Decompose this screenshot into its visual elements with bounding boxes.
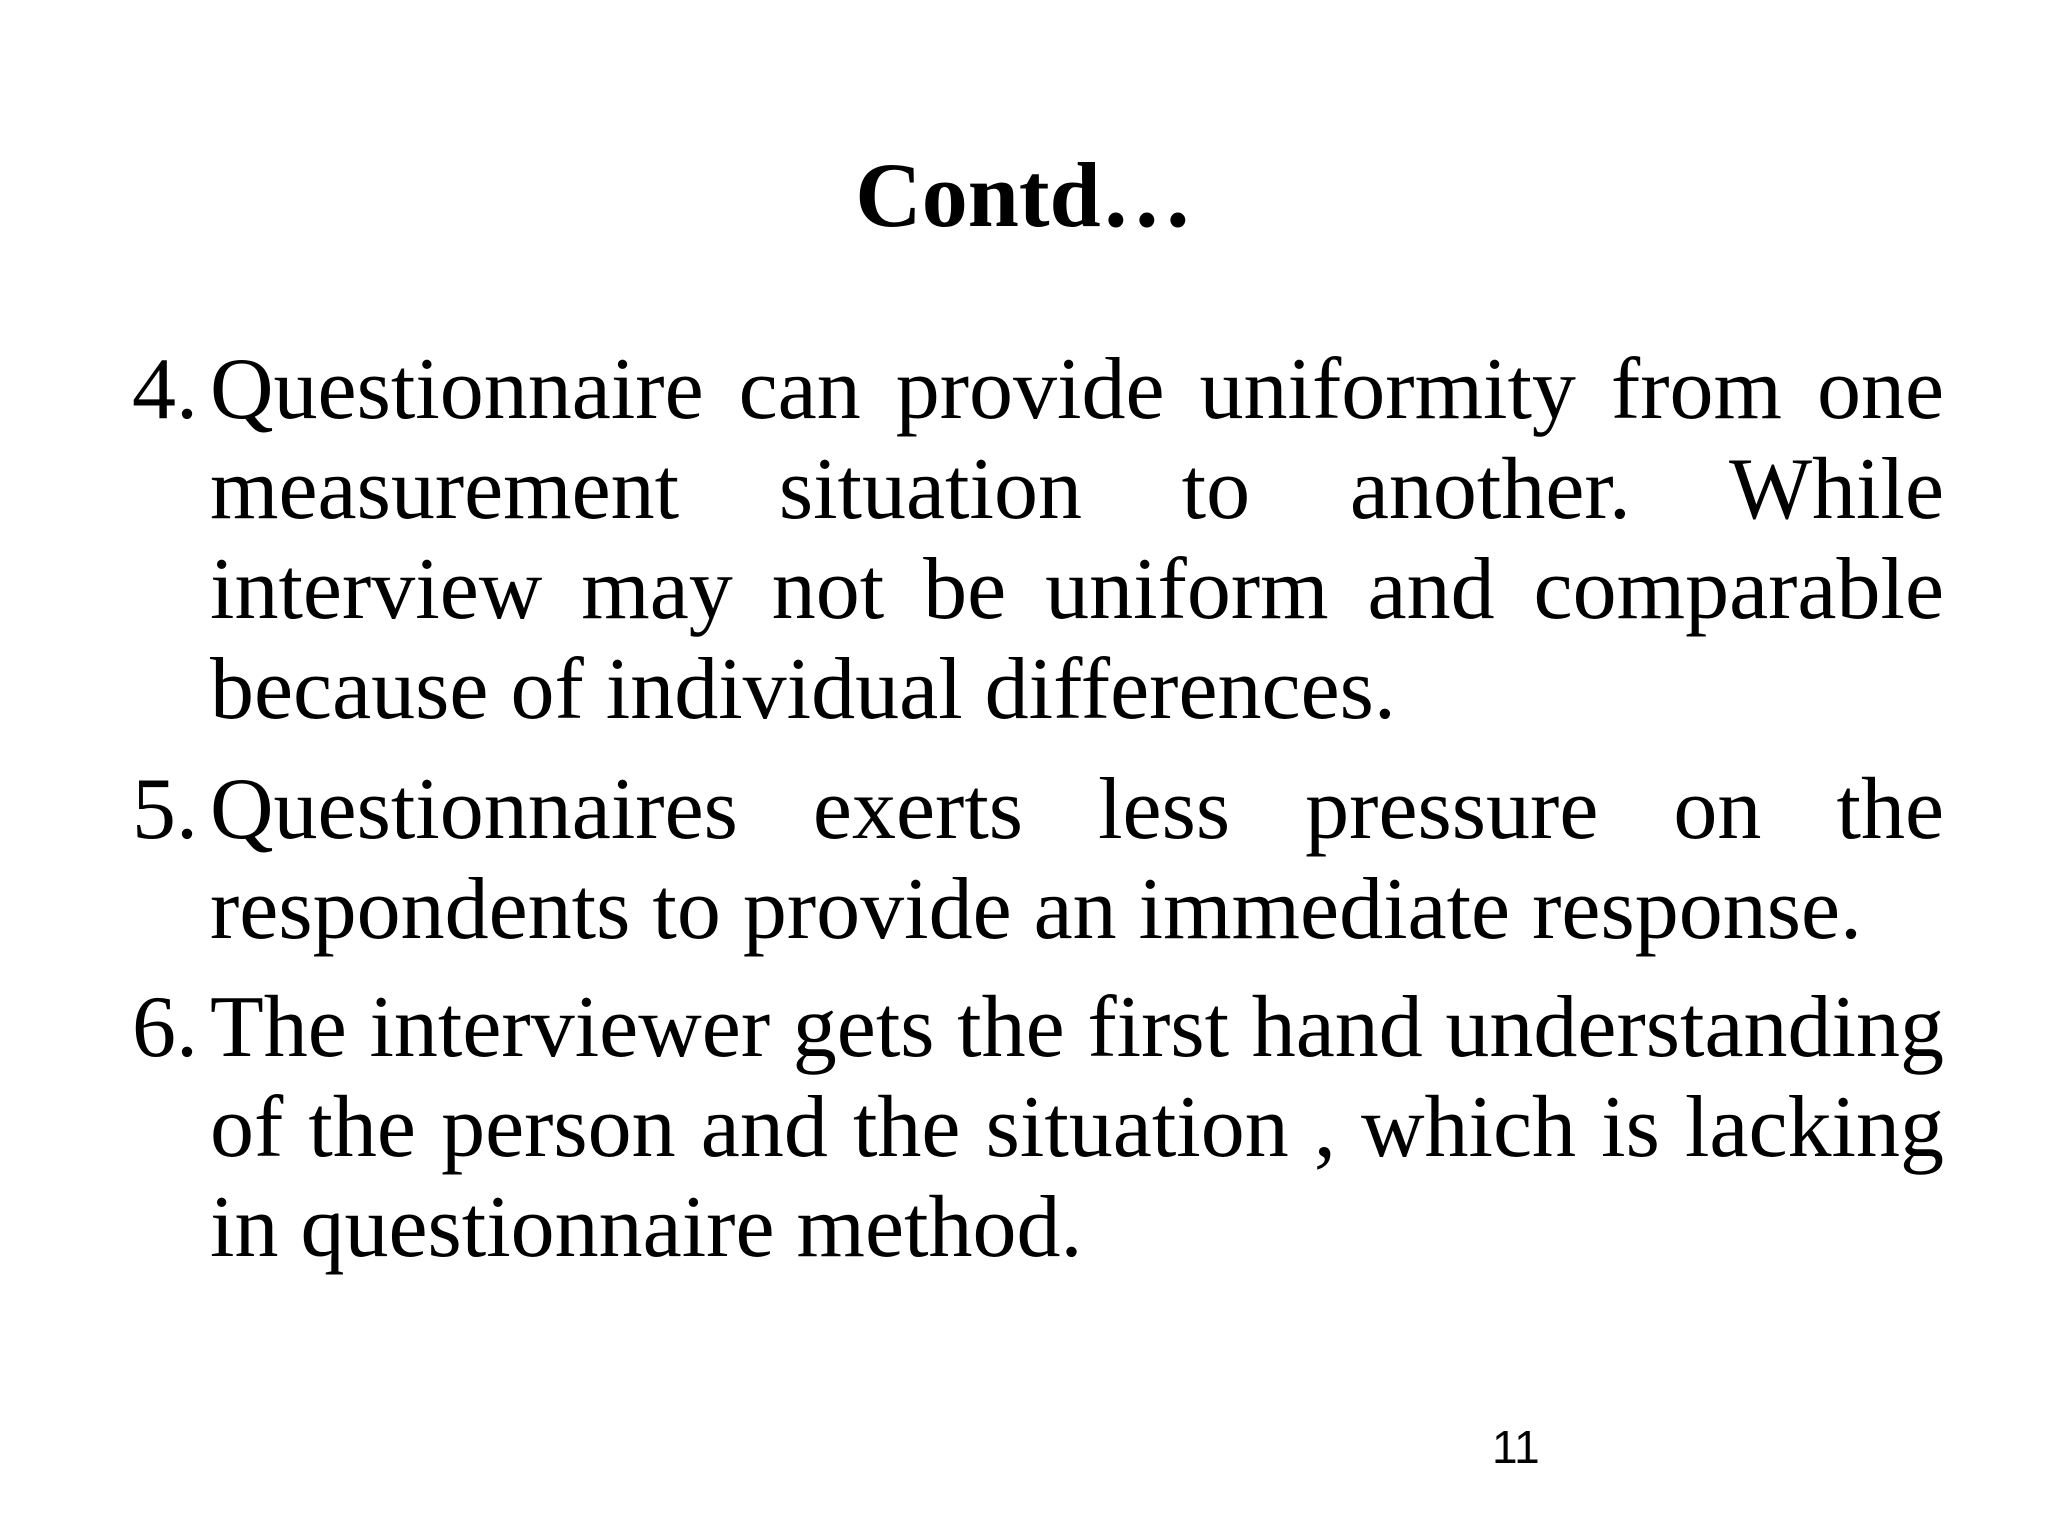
- list-item: [132, 978, 1944, 1278]
- list-item-number: 6.: [132, 979, 198, 1076]
- list-item-number: 5.: [132, 761, 198, 858]
- page-number: 11: [1492, 1421, 1540, 1473]
- slide-title: Contd…: [855, 144, 1193, 246]
- list-item-text: The interviewer gets the first hand understanding of the person and the situation , which is lacking in questionnaire method.: [210, 979, 1944, 1276]
- points-list: [132, 340, 1944, 1298]
- list-item-text: Questionnaires exerts less pressure on the respondents to provide an immediate response.: [210, 761, 1944, 958]
- list-item: [132, 760, 1944, 960]
- list-item: [132, 340, 1944, 740]
- list-item-text: Questionnaire can provide uniformity from one measurement situation to another. While interview may not be uniform and comparable because of individual differences.: [210, 341, 1944, 738]
- list-item-number: 4.: [132, 341, 198, 438]
